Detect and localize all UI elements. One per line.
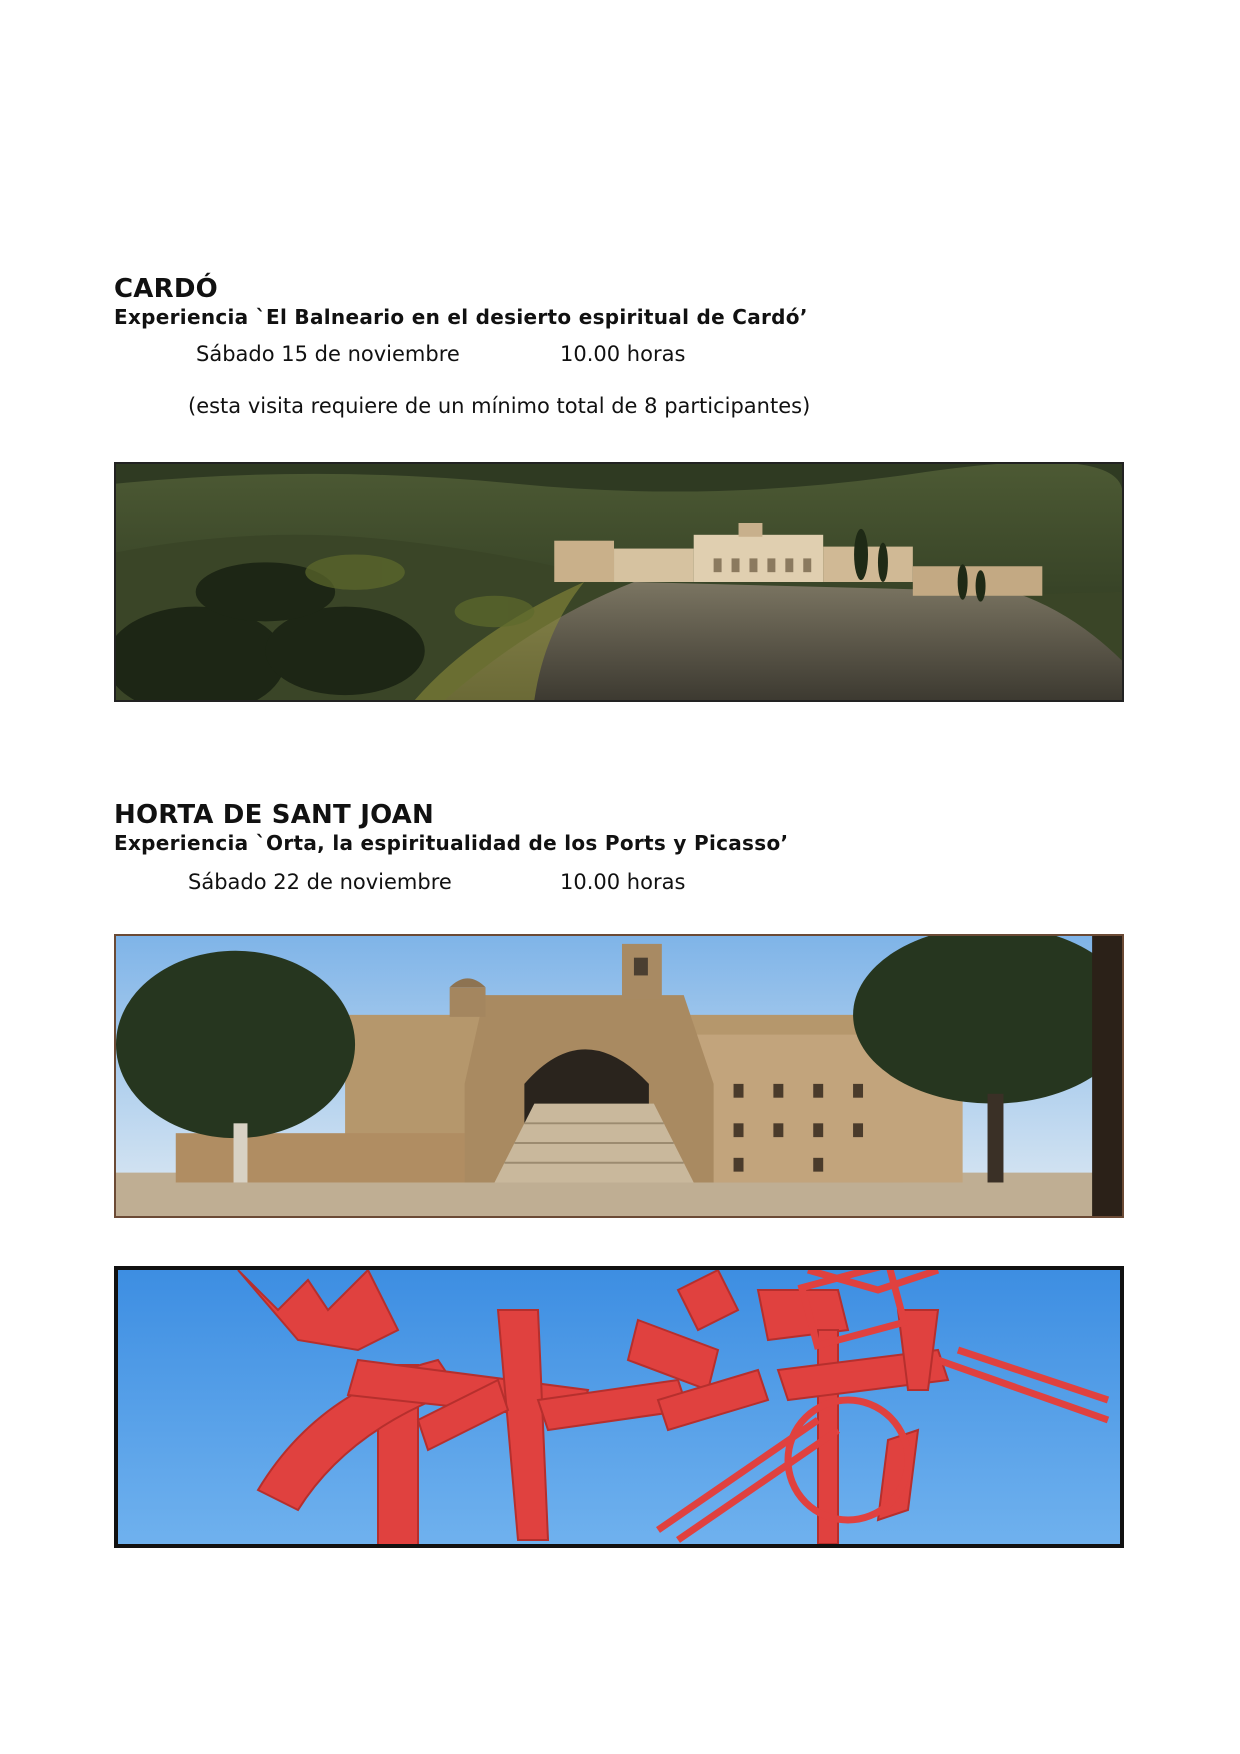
event-place-title: HORTA DE SANT JOAN [114, 800, 434, 830]
horta-convent-photo [114, 934, 1124, 1218]
event-place-title: CARDÓ [114, 274, 218, 304]
cardo-monastery-photo [114, 462, 1124, 702]
event-horta [114, 800, 1124, 856]
event-time: 10.00 horas [560, 342, 686, 366]
event-note: (esta visita requiere de un mínimo total de 8 participantes) [188, 394, 811, 418]
event-cardo [114, 274, 1124, 330]
red-sculpture-photo [114, 1266, 1124, 1548]
event-experience-title: Experiencia `Orta, la espiritualidad de los Ports y Picasso’ [114, 831, 789, 855]
event-experience-title: Experiencia `El Balneario en el desierto espiritual de Cardó’ [114, 305, 808, 329]
event-date: Sábado 22 de noviembre [188, 870, 452, 894]
event-time: 10.00 horas [560, 870, 686, 894]
event-date: Sábado 15 de noviembre [196, 342, 460, 366]
